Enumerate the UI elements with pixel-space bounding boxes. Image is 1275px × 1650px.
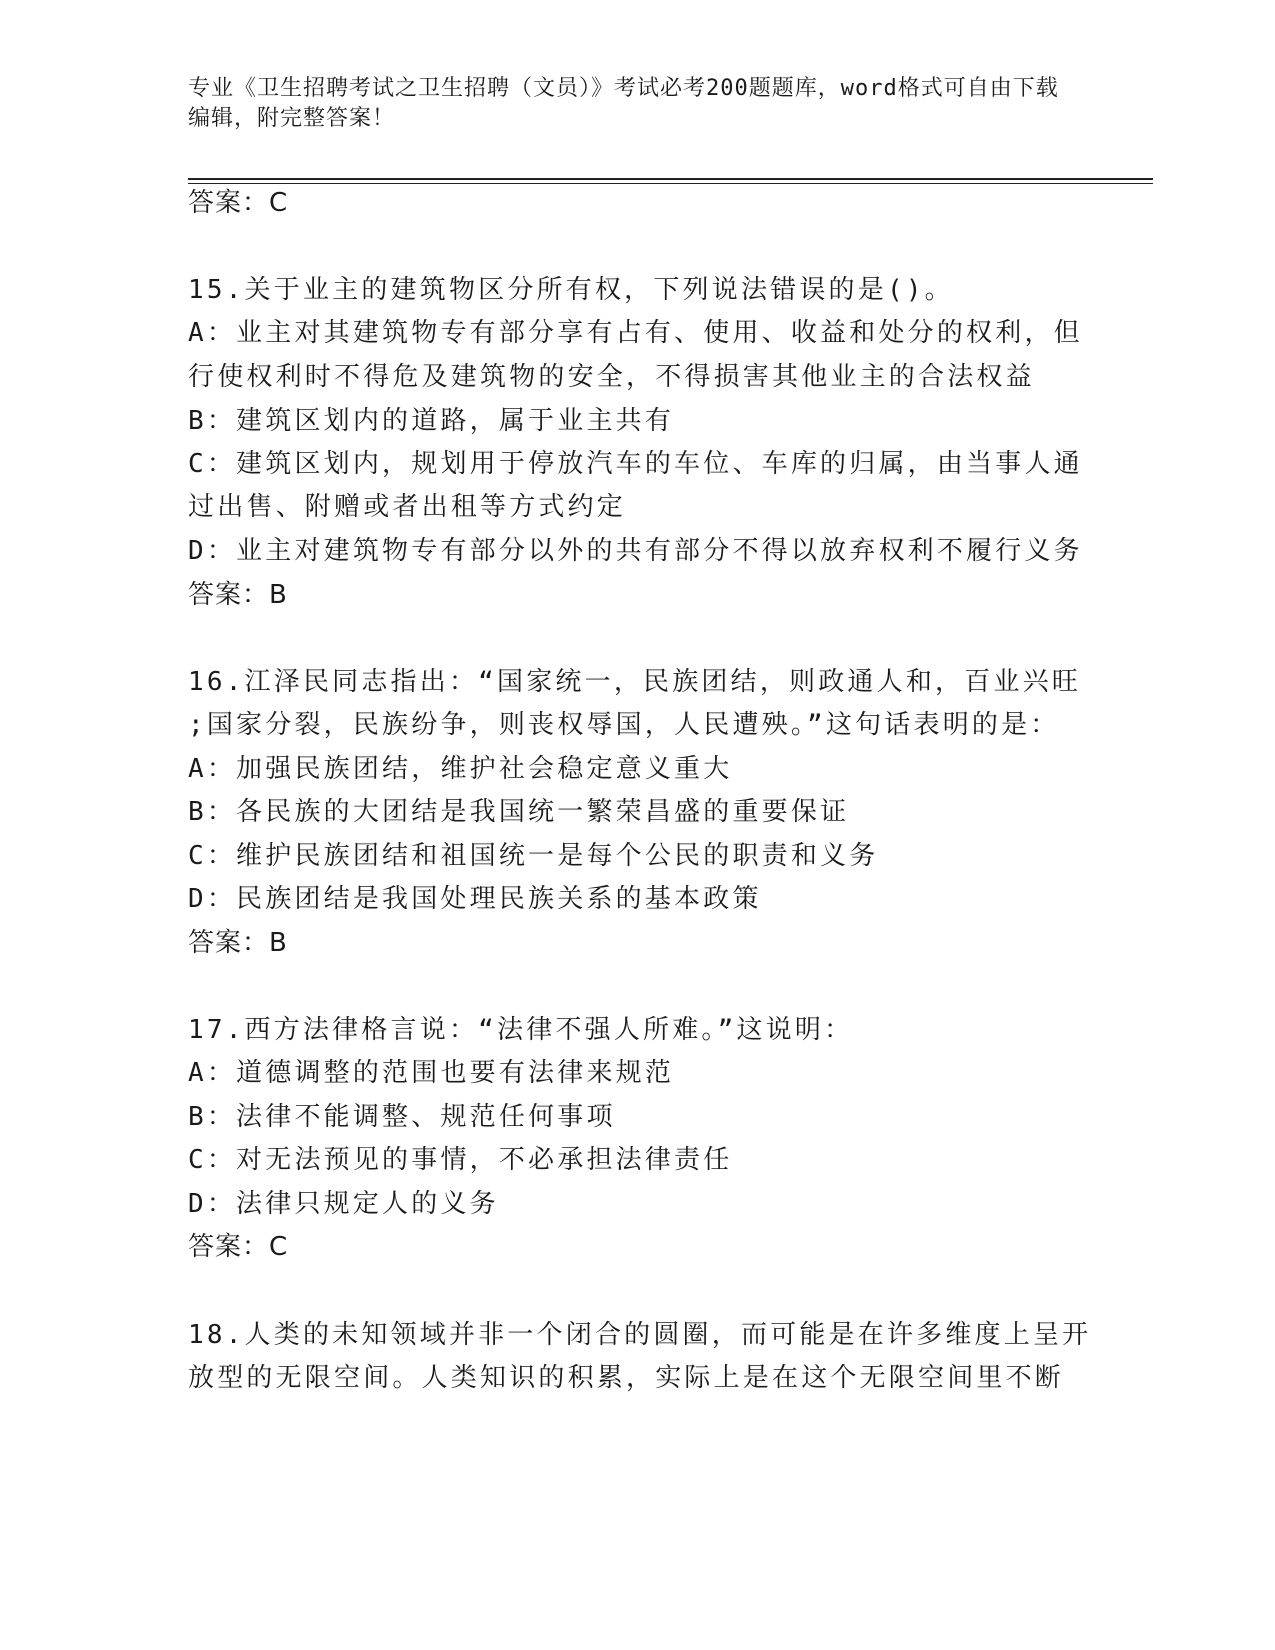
- question-15-option-c-cont: 过出售、附赠或者出租等方式约定: [188, 492, 627, 522]
- question-18-stem-cont: 放型的无限空间。人类知识的积累，实际上是在这个无限空间里不断: [188, 1363, 1065, 1393]
- question-15-option-b: B：建筑区划内的道路，属于业主共有: [188, 406, 675, 436]
- header-rule-thick: [188, 178, 1153, 180]
- question-15-stem: 15.关于业主的建筑物区分所有权，下列说法错误的是()。: [188, 275, 954, 305]
- question-18-stem: 18.人类的未知领域并非一个闭合的圆圈，而可能是在许多维度上呈开: [188, 1320, 1092, 1350]
- question-15-option-d: D：业主对建筑物专有部分以外的共有部分不得以放弃权利不履行义务: [188, 536, 1083, 566]
- header-rule-thin: [188, 183, 1153, 184]
- question-16-option-a: A：加强民族团结，维护社会稳定意义重大: [188, 754, 733, 784]
- question-15-option-a: A：业主对其建筑物专有部分享有占有、使用、收益和处分的权利，但: [188, 318, 1083, 348]
- question-15-option-a-cont: 行使权利时不得危及建筑物的安全，不得损害其他业主的合法权益: [188, 362, 1035, 392]
- question-16-option-b: B：各民族的大团结是我国统一繁荣昌盛的重要保证: [188, 797, 850, 827]
- question-15-answer: 答案：B: [188, 580, 288, 610]
- question-15-option-c: C：建筑区划内，规划用于停放汽车的车位、车库的归属，由当事人通: [188, 449, 1083, 479]
- question-17-stem: 17.西方法律格言说：“法律不强人所难。”这说明：: [188, 1015, 854, 1045]
- question-16-stem: 16.江泽民同志指出：“国家统一，民族团结，则政通人和，百业兴旺: [188, 667, 1082, 697]
- question-16-option-c: C：维护民族团结和祖国统一是每个公民的职责和义务: [188, 841, 879, 871]
- question-17-option-c: C：对无法预见的事情，不必承担法律责任: [188, 1145, 733, 1175]
- question-16-answer: 答案：B: [188, 928, 288, 958]
- question-17-option-d: D：法律只规定人的义务: [188, 1189, 499, 1219]
- question-16-stem-cont: ;国家分裂，民族纷争，则丧权辱国，人民遭殃。”这句话表明的是：: [188, 710, 1060, 740]
- page-header: 专业《卫生招聘考试之卫生招聘（文员）》考试必考200题题库，word格式可自由下载编辑，附完整答案！: [188, 76, 1059, 131]
- question-16-option-d: D：民族团结是我国处理民族关系的基本政策: [188, 884, 762, 914]
- question-17-option-b: B：法律不能调整、规范任何事项: [188, 1102, 616, 1132]
- question-17-answer: 答案：C: [188, 1232, 289, 1262]
- answer-line: 答案：C: [188, 188, 289, 218]
- question-17-option-a: A：道德调整的范围也要有法律来规范: [188, 1058, 675, 1088]
